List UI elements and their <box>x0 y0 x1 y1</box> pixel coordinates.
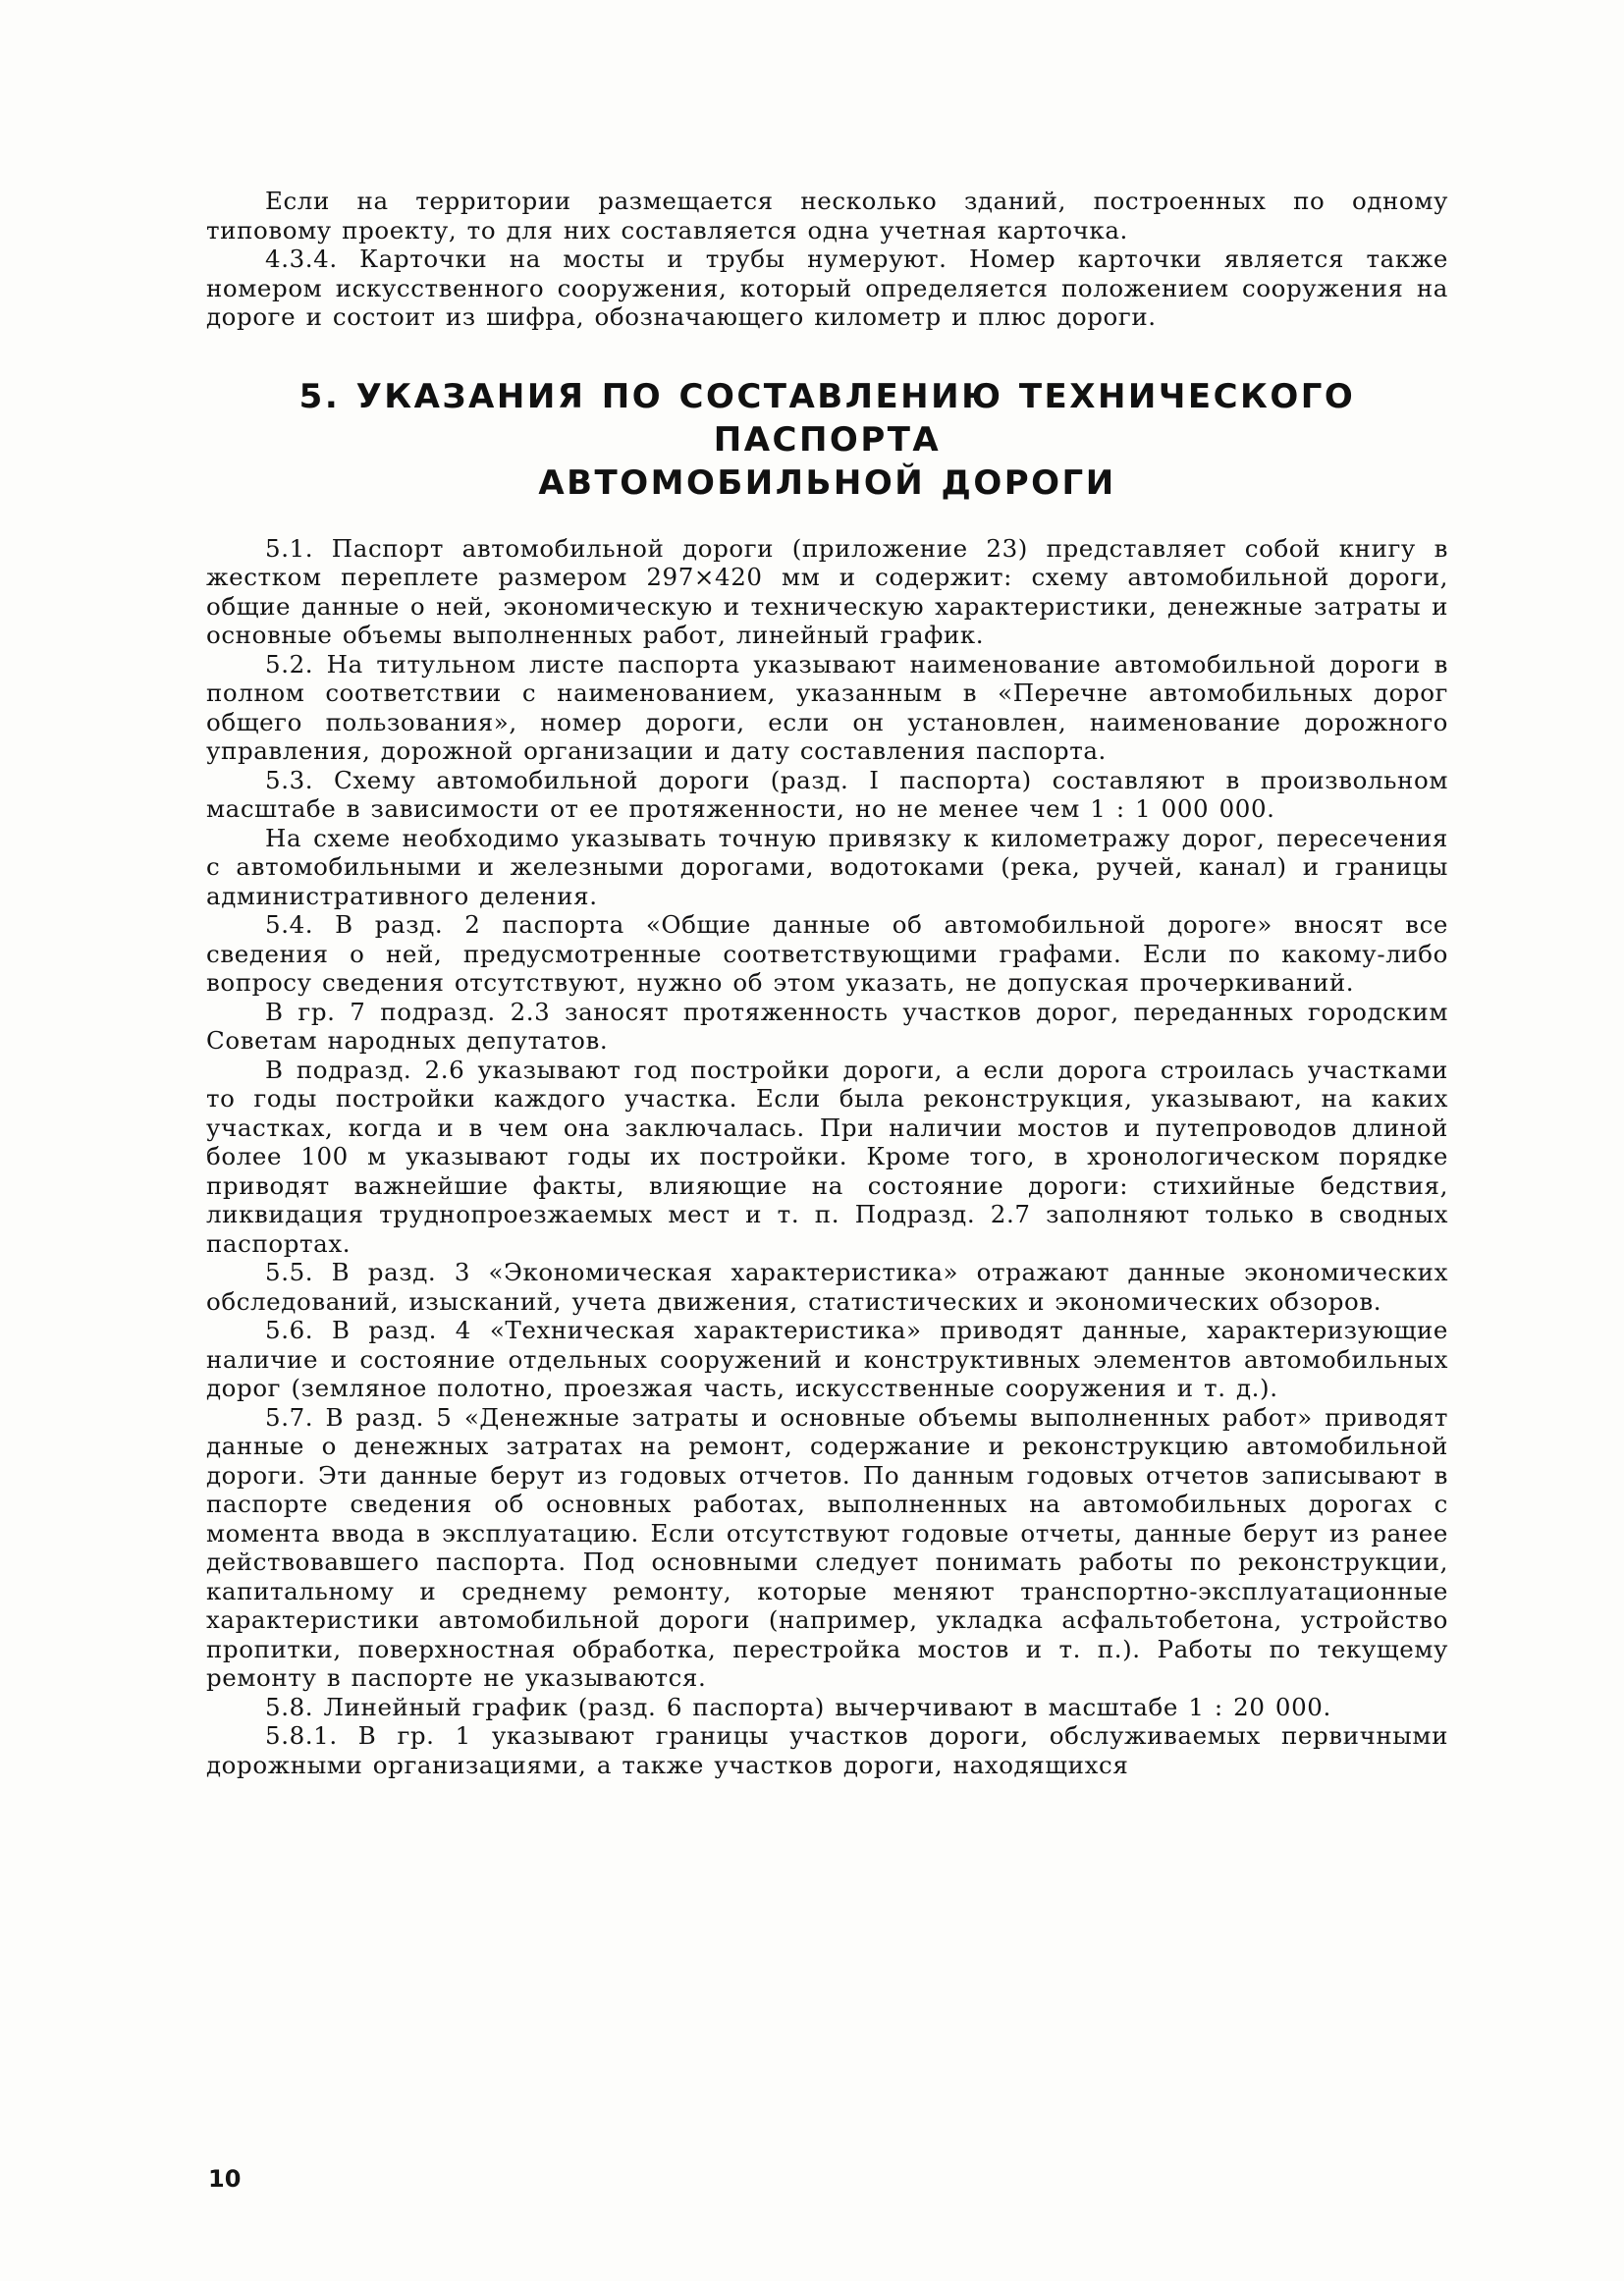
section-heading-line-1: 5. УКАЗАНИЯ ПО СОСТАВЛЕНИЮ ТЕХНИЧЕСКОГО ПАСПОРТА <box>298 376 1356 460</box>
paragraph-4-3-4: 4.3.4. Карточки на мосты и трубы нумеруют. Номер карточки является также номером искусственного сооружения, который определяется положением сооружения на дороге и состоит из шифра, обозначающего километр и плюс дороги. <box>206 244 1448 331</box>
paragraph-5-4-subsection-2-6: В подразд. 2.6 указывают год постройки дороги, а если дорога строилась участками то годы постройки каждого участка. Если была реконструкция, указывают, на каких участках, когда и в чем она заключалась. При наличии мостов и путепроводов длиной более 100 м указывают годы их постройки. Кроме того, в хронологическом порядке приводят важнейшие факты, влияющие на состояние дороги: стихийные бедствия, ликвидация труднопроезжаемых мест и т. п. Подразд. 2.7 заполняют только в сводных паспортах. <box>206 1055 1448 1258</box>
paragraph-5-8-1: 5.8.1. В гр. 1 указывают границы участков дороги, обслуживаемых первичными дорожными организациями, а также участков дороги, находящихся <box>206 1721 1448 1779</box>
paragraph-5-8: 5.8. Линейный график (разд. 6 паспорта) вычерчивают в масштабе 1 : 20 000. <box>265 1692 1331 1721</box>
paragraph-5-2: 5.2. На титульном листе паспорта указывают наименование автомобильной дороги в полном соответствии с наименованием, указанным в «Перечне автомобильных дорог общего пользования», номер дороги, если он установлен, наименование дорожного управления, дорожной организации и дату составления паспорта. <box>206 649 1448 765</box>
paragraph-5-4-gr7: В гр. 7 подразд. 2.3 заносят протяженность участков дорог, переданных городским Советам народных депутатов. <box>206 997 1448 1055</box>
paragraph-5-7: 5.7. В разд. 5 «Денежные затраты и основные объемы выполненных работ» приводят данные о денежных затратах на ремонт, содержание и реконструкцию автомобильной дороги. Эти данные берут из годовых отчетов. По данным годовых отчетов записывают в паспорте сведения об основных работах, выполненных на автомобильных дорогах с момента ввода в эксплуатацию. Если отсутствуют годовые отчеты, данные берут из ранее действовавшего паспорта. Под основными следует понимать работы по реконструкции, капитальному и среднему ремонту, которые меняют транспортно-эксплуатационные характеристики автомобильной дороги (например, укладка асфальтобетона, устройство пропитки, поверхностная обработка, перестройка мостов и т. п.). Работы по текущему ремонту в паспорте не указываются. <box>206 1402 1448 1692</box>
paragraph-5-1: 5.1. Паспорт автомобильной дороги (приложение 23) представляет собой книгу в жестком переплете размером 297×420 мм и содержит: схему автомобильной дороги, общие данные о ней, экономическую и техническую характеристики, денежные затраты и основные объемы выполненных работ, линейный график. <box>206 533 1448 649</box>
section-heading-line-2: АВТОМОБИЛЬНОЙ ДОРОГИ <box>538 462 1116 503</box>
paragraph-5-4: 5.4. В разд. 2 паспорта «Общие данные об автомобильной дороге» вносят все сведения о ней, предусмотренные соответствующими графами. Если по какому-либо вопросу сведения отсутствуют, нужно об этом указать, не допуская прочеркиваний. <box>206 910 1448 997</box>
document-body <box>206 187 1448 1779</box>
paragraph-5-3: 5.3. Схему автомобильной дороги (разд. I паспорта) составляют в произвольном масштабе в зависимости от ее протяженности, но не менее чем 1 : 1 000 000. <box>206 765 1448 823</box>
paragraph-intro-1: Если на территории размещается несколько зданий, построенных по одному типовому проекту, то для них составляется одна учетная карточка. <box>206 187 1448 244</box>
paragraph-5-6: 5.6. В разд. 4 «Техническая характеристика» приводят данные, характеризующие наличие и состояние отдельных сооружений и конструктивных элементов автомобильных дорог (земляное полотно, проезжая часть, искусственные сооружения и т. д.). <box>206 1316 1448 1402</box>
page-number: 10 <box>208 2165 242 2193</box>
section-heading <box>206 375 1448 505</box>
paragraph-5-3-scheme: На схеме необходимо указывать точную привязку к километражу дорог, пересечения с автомобильными и железными дорогами, водотоками (река, ручей, канал) и границы административного деления. <box>206 823 1448 910</box>
paragraph-5-5: 5.5. В разд. 3 «Экономическая характеристика» отражают данные экономических обследований, изысканий, учета движения, статистических и экономических обзоров. <box>206 1258 1448 1316</box>
